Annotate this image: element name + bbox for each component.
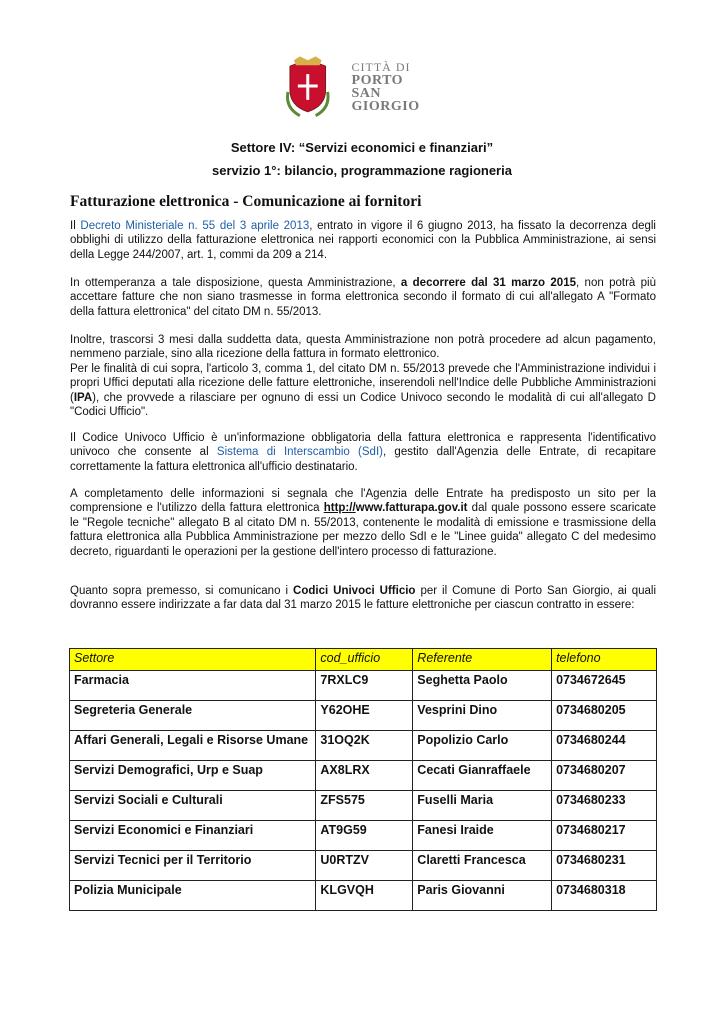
paragraph-codes-intro [70,584,656,613]
text: Il [70,220,81,232]
city-name [352,61,452,113]
paragraph-decree [70,219,656,262]
city-name-line3: SAN GIORGIO [351,86,420,114]
city-name-line2: PORTO [351,73,404,88]
text: Il Codice Univoco Ufficio è un'informazione obbligatoria della fattura elettronica e rappresenta l'identificativo univoco che consente al [70,432,656,459]
service-heading: servizio 1°: bilancio, programmazione ragioneria [212,163,512,178]
paragraph-unique-code [70,431,656,474]
table-row [70,701,657,731]
cell-settore: Servizi Tecnici per il Territorio [70,851,316,881]
text: Inoltre, trascorsi 3 mesi dalla suddetta data, questa Amministrazione non potrà procedere ad alcun pagamento, nemmeno parziale, sino alla ricezione della fattura in formato elettronico. [70,334,656,361]
city-logo [286,54,452,120]
table-header-row [70,649,657,671]
city-name-line1: CITTÀ DI [351,60,411,74]
table-row [70,671,657,701]
text: In ottemperanza a tale disposizione, questa Amministrazione, [70,277,401,289]
cell-referente: Vesprini Dino [413,701,552,731]
cell-settore: Affari Generali, Legali e Risorse Umane [70,731,316,761]
cell-referente: Paris Giovanni [413,881,552,911]
cell-telefono: 0734680318 [552,881,657,911]
table-row [70,851,657,881]
cell-telefono: 0734672645 [552,671,657,701]
paragraph-deadline [70,276,656,319]
sdi-link[interactable]: Sistema di Interscambio (SdI) [216,446,383,459]
table-row [70,731,657,761]
cell-code: Y62OHE [316,701,413,731]
header-settore: Settore [70,649,316,671]
cell-settore: Servizi Economici e Finanziari [70,821,316,851]
codes-label: Codici Univoci Ufficio [293,585,416,597]
text: Per le finalità di cui sopra, l'articolo 3, comma 1, del citato DM n. 55/2013 prevede che l'Amministrazione individui i propri Uffici deputati alla ricezione delle fatture elettroniche, inserendoli nell'Indice delle Pubbliche Amministrazioni ( [70,362,656,404]
text: A completamento delle informazioni si segnala che l'Agenzia delle Entrate ha predisposto un sito per la comprensione e l'utilizzo della fattura elettronica [70,488,656,515]
cell-telefono: 0734680205 [552,701,657,731]
table-row [70,791,657,821]
table-row [70,821,657,851]
text: , gestito dall'Agenzia delle Entrate, di recapitare correttamente la fattura elettronica all'ufficio destinatario. [70,446,656,473]
cell-telefono: 0734680207 [552,761,657,791]
city-crest-icon [286,56,330,118]
cell-telefono: 0734680244 [552,731,657,761]
table-row [70,881,657,911]
header-telefono: telefono [552,649,657,671]
cell-code: AX8LRX [316,761,413,791]
cell-settore: Servizi Demografici, Urp e Suap [70,761,316,791]
office-codes-table [69,648,657,911]
text: , non potrà più accettare fatture che non siano trasmesse in forma elettronica secondo il formato di cui all'allegato A "Formato della fattura elettronica" del citato DM n. 55/2013. [70,277,657,318]
header-cod-ufficio: cod_ufficio [316,649,413,671]
cell-code: U0RTZV [316,851,413,881]
cell-settore: Farmacia [70,671,316,701]
cell-code: KLGVQH [316,881,413,911]
cell-referente: Claretti Francesca [413,851,552,881]
cell-referente: Seghetta Paolo [413,671,552,701]
cell-referente: Popolizio Carlo [413,731,552,761]
cell-code: 7RXLC9 [316,671,413,701]
cell-settore: Polizia Municipale [70,881,316,911]
cell-settore: Segreteria Generale [70,701,316,731]
section-title: Fatturazione elettronica - Comunicazione ai fornitori [70,193,422,210]
text: per il Comune di Porto San Giorgio, ai quali dovranno essere indirizzate a far data dal 31 marzo 2015 le fatture elettroniche per ciascun contratto in essere: [70,585,657,612]
decree-link[interactable]: Decreto Ministeriale n. 55 del 3 aprile 2013 [80,220,310,232]
paragraph-website [70,487,656,559]
cell-telefono: 0734680233 [552,791,657,821]
text: dal quale possono essere scaricate le "Regole tecniche" allegato B al citato DM n. 55/2013, contenente le modalità di emissione e trasmissione della fattura elettronica alla Pubblica Amministrazione per mezzo dello SdI e le "Linee guida" allegato C del medesimo decreto, riguardanti le operazioni per la gestione dell'intero processo di fatturazione. [70,502,656,558]
text: Quanto sopra premesso, si comunicano i [70,585,294,597]
table-row [70,761,657,791]
cell-code: 31OQ2K [316,731,413,761]
cell-settore: Servizi Sociali e Culturali [70,791,316,821]
deadline-date: a decorrere dal 31 marzo 2015 [400,277,576,289]
url-prefix: http:// [323,502,356,515]
cell-referente: Cecati Gianraffaele [413,761,552,791]
text: , entrato in vigore il 6 giugno 2013, ha fissato la decorrenza degli obblighi di utilizzo della fatturazione elettronica nei rapporti economici con la Pubblica Amministrazione, ai sensi della Legge 244/2007, art. 1, commi da 209 a 214. [70,220,656,261]
fatturapa-link[interactable] [324,502,468,514]
ipa-label: IPA [73,391,93,404]
cell-telefono: 0734680217 [552,821,657,851]
cell-code: AT9G59 [316,821,413,851]
paragraph-offices [70,333,656,419]
department-heading: Settore IV: “Servizi economici e finanziari” [230,140,494,155]
cell-referente: Fanesi Iraide [413,821,552,851]
cell-telefono: 0734680231 [552,851,657,881]
text: ), che provvede a rilasciare per ognuno di essi un Codice Univoco secondo le modalità di cui all'allegato D "Codici Ufficio". [70,391,656,419]
header-referente: Referente [413,649,552,671]
url-domain: www.fatturapa.gov.it [355,502,468,515]
cell-code: ZFS575 [316,791,413,821]
cell-referente: Fuselli Maria [413,791,552,821]
